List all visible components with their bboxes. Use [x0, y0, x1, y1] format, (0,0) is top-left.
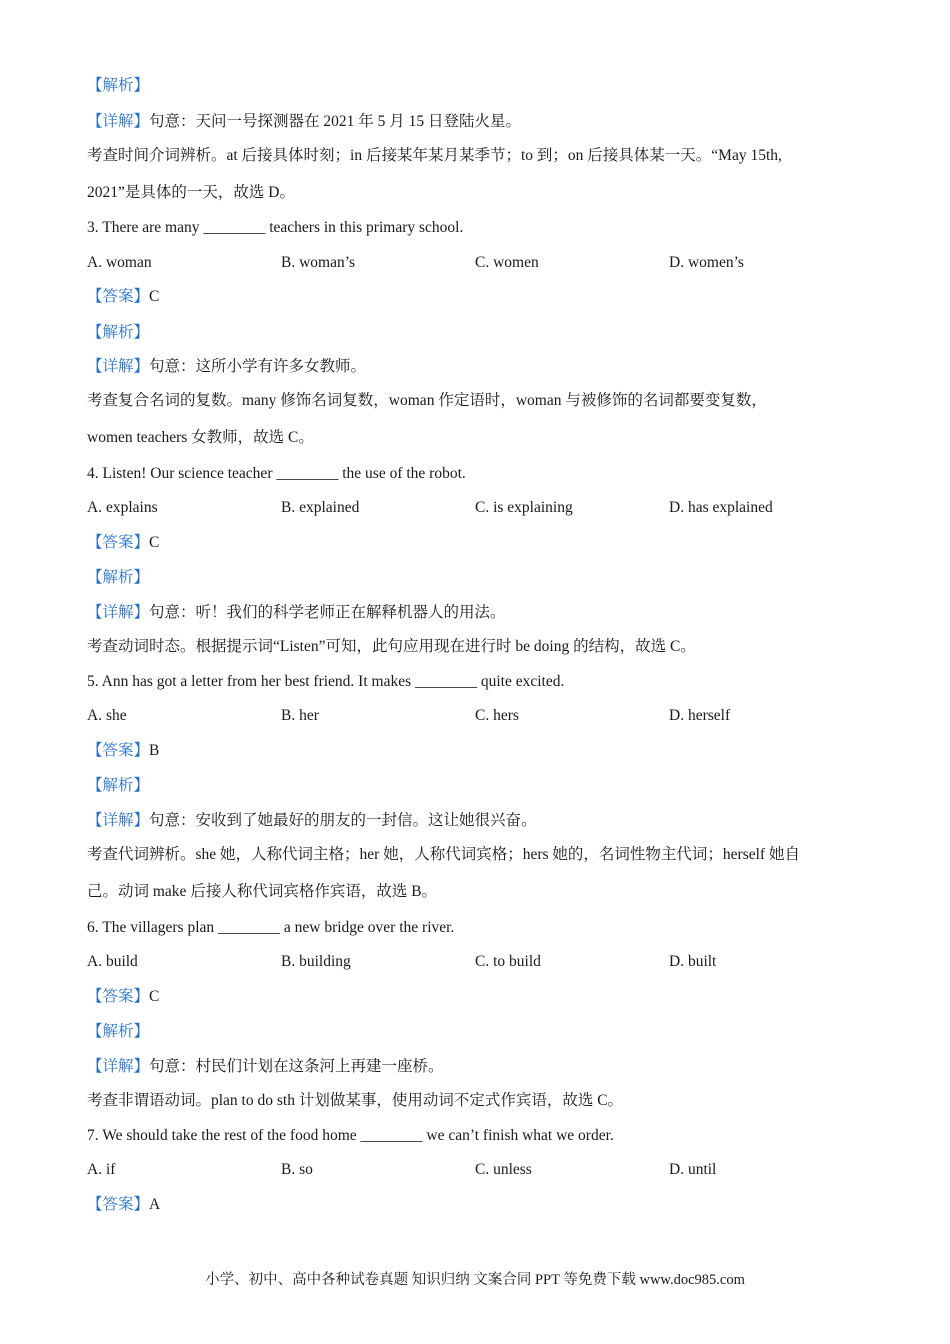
text-line: 3. There are many ________ teachers in this primary school.: [87, 219, 464, 236]
answer-text: B: [149, 742, 160, 759]
answer-tag: 【答案】: [87, 988, 150, 1005]
tag-tag: 【解析】: [87, 777, 150, 794]
text-line: women teachers 女教师，故选 C。: [87, 429, 314, 446]
option-b: B. her: [281, 707, 319, 724]
option-d: D. built: [669, 953, 717, 970]
detail-line: [87, 1057, 444, 1077]
option-a: A. explains: [87, 499, 158, 516]
analysis-heading: [87, 776, 149, 796]
answer-line: [87, 987, 159, 1007]
answer-line: [87, 533, 159, 553]
text-line: 2021”是具体的一天，故选 D。: [87, 184, 295, 201]
analysis-heading: [87, 1022, 149, 1042]
text-line: 4. Listen! Our science teacher ________ the use of the robot.: [87, 465, 466, 482]
answer-tag: 【答案】: [87, 534, 150, 551]
text-line: 6. The villagers plan ________ a new bridge over the river.: [87, 919, 455, 936]
detail-text: 句意：村民们计划在这条河上再建一座桥。: [149, 1058, 444, 1075]
text-line: 7. We should take the rest of the food home ________ we can’t finish what we order.: [87, 1127, 614, 1144]
detail-text: 句意：安收到了她最好的朋友的一封信。这让她很兴奋。: [149, 812, 537, 829]
option-b: B. building: [281, 953, 351, 970]
answer-text: C: [149, 988, 160, 1005]
detail-text: 句意：天问一号探测器在 2021 年 5 月 15 日登陆火星。: [149, 113, 522, 130]
option-a: A. build: [87, 953, 138, 970]
detail-tag: 【详解】: [87, 812, 150, 829]
answer-tag: 【答案】: [87, 1196, 150, 1213]
detail-tag: 【详解】: [87, 113, 150, 130]
text-line: 己。动词 make 后接人称代词宾格作宾语，故选 B。: [87, 883, 438, 900]
answer-line: [87, 741, 159, 761]
detail-line: [87, 811, 537, 831]
detail-line: [87, 357, 366, 377]
option-b: B. explained: [281, 499, 360, 516]
answer-tag: 【答案】: [87, 288, 150, 305]
detail-text: 句意：这所小学有许多女教师。: [149, 358, 367, 375]
option-d: D. has explained: [669, 499, 773, 516]
analysis-heading: [87, 76, 149, 96]
detail-text: 句意：听！我们的科学老师正在解释机器人的用法。: [149, 604, 506, 621]
tag-tag: 【解析】: [87, 1023, 150, 1040]
tag-tag: 【解析】: [87, 77, 150, 94]
option-c: C. women: [475, 254, 539, 271]
page-footer: 小学、初中、高中各种试卷真题 知识归纳 文案合同 PPT 等免费下载 www.doc985.com: [205, 1272, 745, 1288]
answer-text: C: [149, 534, 160, 551]
analysis-heading: [87, 323, 149, 343]
answer-tag: 【答案】: [87, 742, 150, 759]
text-line: 考查非谓语动词。plan to do sth 计划做某事，使用动词不定式作宾语，故选 C。: [87, 1092, 624, 1109]
option-b: B. so: [281, 1161, 313, 1178]
option-d: D. herself: [669, 707, 731, 724]
detail-tag: 【详解】: [87, 1058, 150, 1075]
option-c: C. unless: [475, 1161, 532, 1178]
text-line: 考查复合名词的复数。many 修饰名词复数，woman 作定语时，woman 与被修饰的名词都要变复数，: [87, 392, 767, 409]
answer-text: A: [149, 1196, 161, 1213]
text-line: 5. Ann has got a letter from her best friend. It makes ________ quite excited.: [87, 673, 565, 690]
detail-line: [87, 112, 521, 132]
text-line: 考查代词辨析。she 她，人称代词主格；her 她，人称代词宾格；hers 她的，名词性物主代词；herself 她自: [87, 846, 800, 863]
detail-tag: 【详解】: [87, 604, 150, 621]
option-a: A. if: [87, 1161, 116, 1178]
answer-text: C: [149, 288, 160, 305]
text-line: 考查时间介词辨析。at 后接具体时刻；in 后接某年某月某季节；to 到；on 后接具体某一天。“May 15th,: [87, 147, 782, 164]
detail-tag: 【详解】: [87, 358, 150, 375]
option-c: C. is explaining: [475, 499, 573, 516]
answer-line: [87, 287, 159, 307]
tag-tag: 【解析】: [87, 569, 150, 586]
option-d: D. until: [669, 1161, 717, 1178]
option-b: B. woman’s: [281, 254, 356, 271]
option-a: A. she: [87, 707, 127, 724]
option-c: C. hers: [475, 707, 519, 724]
analysis-heading: [87, 568, 149, 588]
option-d: D. women’s: [669, 254, 744, 271]
text-line: 考查动词时态。根据提示词“Listen”可知，此句应用现在进行时 be doing 的结构，故选 C。: [87, 638, 696, 655]
tag-tag: 【解析】: [87, 324, 150, 341]
answer-line: [87, 1195, 160, 1215]
option-a: A. woman: [87, 254, 152, 271]
option-c: C. to build: [475, 953, 541, 970]
detail-line: [87, 603, 506, 623]
